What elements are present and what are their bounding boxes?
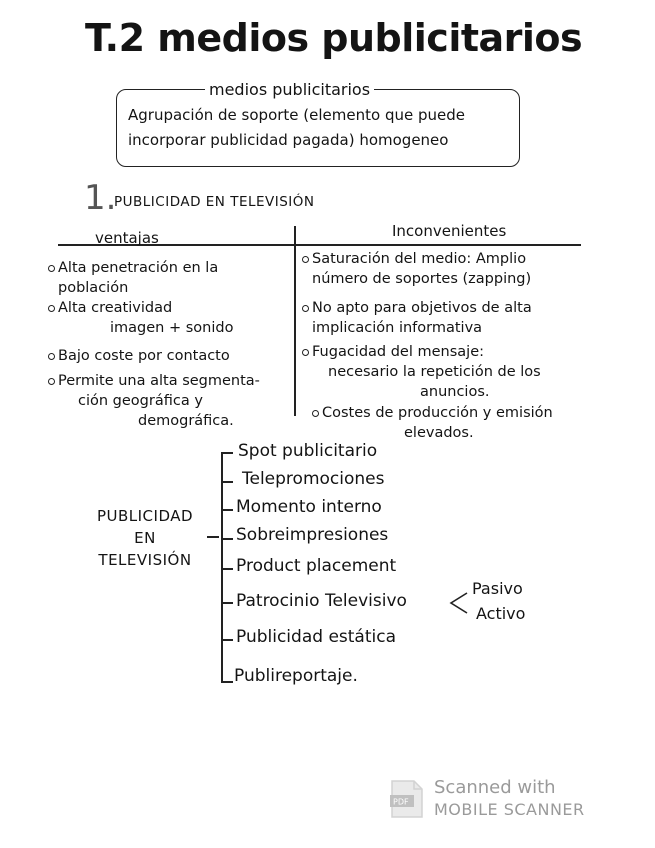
- definition-box: [116, 89, 520, 167]
- section-title: PUBLICIDAD EN TELEVISIÓN: [114, 194, 315, 210]
- definition-legend: medios publicitarios: [205, 80, 374, 99]
- branch-sobreimpresiones: Sobreimpresiones: [236, 525, 389, 545]
- bullet-icon: [48, 353, 55, 360]
- ventaja-item: Alta penetración en la población: [48, 258, 218, 298]
- diagram-bracket: [221, 452, 223, 682]
- diagram-connector: [207, 536, 219, 538]
- inconveniente-item: Costes de producción y emisión elevados.: [312, 403, 553, 443]
- bullet-icon: [48, 378, 55, 385]
- branch-tick: [221, 639, 233, 641]
- inconveniente-item: Fugacidad del mensaje: necesario la repetición de los anuncios.: [302, 342, 541, 402]
- branch-tick: [221, 568, 233, 570]
- inconveniente-item: Saturación del medio: Amplio número de soportes (zapping): [302, 249, 531, 289]
- watermark-line-1: Scanned with: [434, 777, 556, 798]
- bullet-icon: [312, 410, 319, 417]
- ventaja-item: Permite una alta segmenta- ción geográfica y demográfica.: [48, 371, 260, 431]
- ventaja-item: Alta creatividad imagen + sonido: [48, 298, 233, 338]
- subbranch-activo: Activo: [476, 604, 526, 623]
- section-number: 1.: [84, 178, 117, 218]
- pdf-icon: [388, 779, 424, 819]
- inconvenientes-heading: Inconvenientes: [392, 222, 507, 240]
- page-title: T.2 medios publicitarios: [85, 16, 583, 60]
- branch-tick: [221, 681, 233, 683]
- ventajas-heading: ventajas: [95, 229, 159, 247]
- branch-product-placement: Product placement: [236, 556, 397, 576]
- bullet-icon: [48, 305, 55, 312]
- branch-tick: [221, 538, 233, 540]
- sub-branch-brace: [447, 591, 469, 615]
- diagram-root: PUBLICIDAD EN TELEVISIÓN: [96, 507, 194, 569]
- branch-tick: [221, 481, 233, 483]
- branch-tick: [221, 452, 233, 454]
- branch-publireportaje: Publireportaje.: [234, 666, 358, 686]
- branch-tick: [221, 509, 233, 511]
- bullet-icon: [302, 256, 309, 263]
- bullet-icon: [302, 305, 309, 312]
- ventaja-item: Bajo coste por contacto: [48, 346, 230, 366]
- definition-line-2: incorporar publicidad pagada) homogeneo: [128, 131, 449, 149]
- bullet-icon: [302, 349, 309, 356]
- branch-tick: [221, 602, 233, 604]
- branch-momento-interno: Momento interno: [236, 497, 382, 517]
- pdf-icon-label: PDF: [393, 797, 409, 807]
- inconveniente-item: No apto para objetivos de alta implicación informativa: [302, 298, 532, 338]
- branch-spot-publicitario: Spot publicitario: [238, 441, 378, 461]
- branch-telepromociones: Telepromociones: [242, 469, 385, 489]
- table-divider: [294, 226, 296, 416]
- branch-patrocinio-televisivo: Patrocinio Televisivo: [236, 591, 407, 611]
- bullet-icon: [48, 265, 55, 272]
- subbranch-pasivo: Pasivo: [472, 579, 523, 598]
- watermark-line-2: MOBILE SCANNER: [434, 800, 585, 819]
- branch-publicidad-estatica: Publicidad estática: [236, 627, 396, 647]
- definition-line-1: Agrupación de soporte (elemento que puede: [128, 106, 465, 124]
